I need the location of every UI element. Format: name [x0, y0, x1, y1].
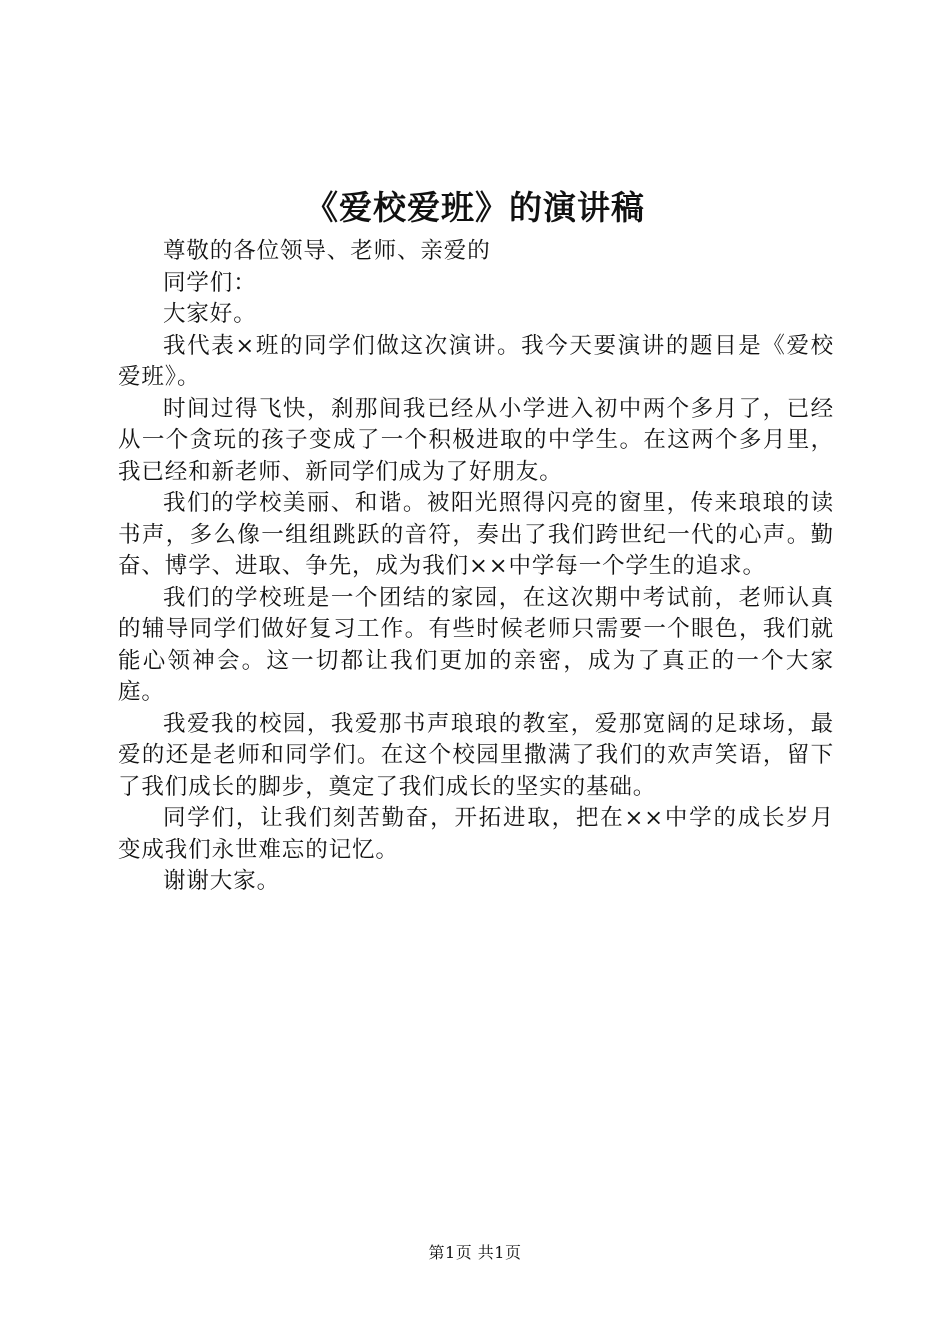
- paragraph-class-unity: 我们的学校班是一个团结的家园，在这次期中考试前，老师认真的辅导同学们做好复习工作。有些时候老师只需要一个眼色，我们就能心领神会。这一切都让我们更加的亲密，成为了真正的一个大家庭。: [118, 584, 834, 705]
- paragraph-thanks: 谢谢大家。: [163, 868, 281, 894]
- paragraph-time-passing: 时间过得飞快，刹那间我已经从小学进入初中两个多月了，已经从一个贪玩的孩子变成了一个积极进取的中学生。在这两个多月里，我已经和新老师、新同学们成为了好朋友。: [118, 395, 834, 485]
- paragraph-introduction: 我代表×班的同学们做这次演讲。我今天要演讲的题目是《爱校爱班》。: [118, 332, 834, 390]
- paragraph-greeting: 大家好。: [163, 301, 257, 327]
- paragraph-salutation-continued: 同学们：: [163, 269, 257, 296]
- paragraph-school-beauty: 我们的学校美丽、和谐。被阳光照得闪亮的窗里，传来琅琅的读书声，多么像一组组跳跃的音符，奏出了我们跨世纪一代的心声。勤奋、博学、进取、争先，成为我们××中学每一个学生的追求。: [118, 490, 834, 579]
- page-number-footer: 第1页 共1页: [428, 1243, 522, 1262]
- paragraph-salutation: 尊敬的各位领导、老师、亲爱的: [163, 238, 491, 264]
- paragraph-love-campus: 我爱我的校园，我爱那书声琅琅的教室，爱那宽阔的足球场，最爱的还是老师和同学们。在这个校园里撒满了我们的欢声笑语，留下了我们成长的脚步，奠定了我们成长的坚实的基础。: [118, 710, 834, 800]
- paragraph-call-to-action: 同学们，让我们刻苦勤奋，开拓进取，把在××中学的成长岁月变成我们永世难忘的记忆。: [118, 805, 834, 863]
- document-title: 《爱校爱班》的演讲稿: [305, 188, 645, 227]
- speech-body: [118, 236, 834, 898]
